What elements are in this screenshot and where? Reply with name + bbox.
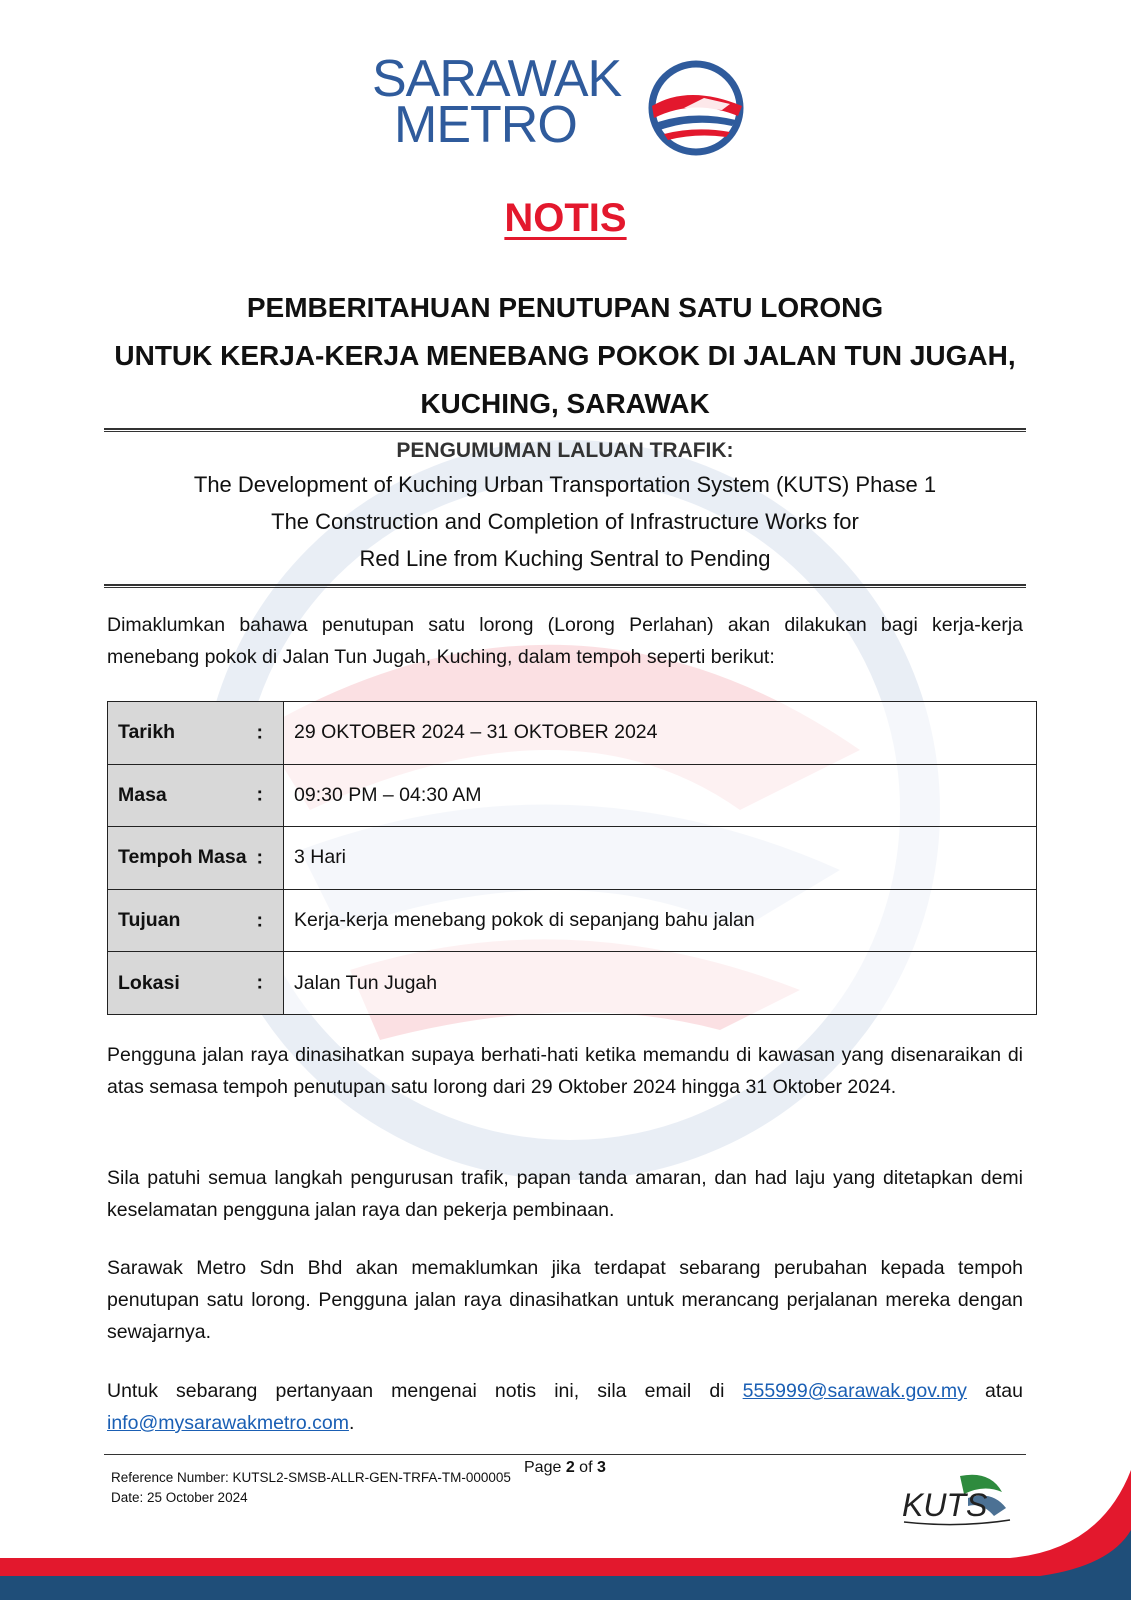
- row-value: 09:30 PM – 04:30 AM: [284, 764, 1037, 827]
- notice-heading: NOTIS: [504, 196, 627, 240]
- contact-text: Untuk sebarang pertanyaan mengenai notis ini, sila email di: [107, 1380, 743, 1402]
- row-label: Tarikh: [118, 721, 176, 744]
- divider-bottom: [104, 584, 1026, 588]
- table-row: [108, 952, 1037, 1015]
- compliance-paragraph: Sila patuhi semua langkah pengurusan trafik, papan tanda amaran, dan had laju yang ditetapkan demi keselamatan pengguna jalan raya dan pekerja pembinaan.: [107, 1167, 1023, 1221]
- kuts-logo-icon: [898, 1472, 1014, 1530]
- kuts-logo-text: KUTS: [902, 1487, 988, 1523]
- announcement-line-2: The Construction and Completion of Infrastructure Works for: [271, 509, 859, 534]
- table-row: [108, 764, 1037, 827]
- row-colon: :: [256, 971, 263, 994]
- title-line-1: PEMBERITAHUAN PENUTUPAN SATU LORONG: [246, 292, 884, 323]
- row-label: Tempoh Masa: [118, 846, 247, 869]
- logo-line-2: METRO: [394, 96, 577, 154]
- row-colon: :: [256, 846, 263, 869]
- contact-paragraph: [107, 1375, 1023, 1439]
- page-number: Page 2 of 3: [524, 1459, 606, 1476]
- traffic-announcement: [104, 436, 1026, 577]
- row-value: Jalan Tun Jugah: [284, 952, 1037, 1015]
- changes-paragraph: Sarawak Metro Sdn Bhd akan memaklumkan jika terdapat sebarang perubahan kepada tempoh penutupan satu lorong. Pengguna jalan raya dinasihatkan untuk merancang perjalanan mereka dengan sewajarnya.: [107, 1257, 1023, 1343]
- divider-top: [104, 428, 1026, 432]
- document-date: Date: 25 October 2024: [111, 1490, 248, 1505]
- title-line-3: KUCHING, SARAWAK: [420, 388, 710, 419]
- row-colon: :: [256, 721, 263, 744]
- logo-wordmark: [372, 50, 622, 154]
- announcement-line-1: The Development of Kuching Urban Transportation System (KUTS) Phase 1: [193, 472, 937, 497]
- row-label: Lokasi: [118, 971, 180, 994]
- email-link-sarawak-gov[interactable]: 555999@sarawak.gov.my: [742, 1380, 967, 1402]
- row-value: 29 OKTOBER 2024 – 31 OKTOBER 2024: [284, 702, 1037, 765]
- table-row: [108, 827, 1037, 890]
- metro-train-icon: [644, 58, 748, 158]
- announcement-heading: PENGUMUMAN LALUAN TRAFIK:: [396, 439, 734, 462]
- row-value: Kerja-kerja menebang pokok di sepanjang bahu jalan: [284, 889, 1037, 952]
- sarawak-metro-logo: [372, 50, 762, 161]
- contact-period: .: [348, 1412, 355, 1434]
- reference-number: Reference Number: KUTSL2-SMSB-ALLR-GEN-TRFA-TM-000005: [111, 1470, 511, 1485]
- intro-paragraph: Dimaklumkan bahawa penutupan satu lorong (Lorong Perlahan) akan dilakukan bagi kerja-kerja menebang pokok di Jalan Tun Jugah, Kuching, dalam tempoh seperti berikut:: [107, 614, 1023, 668]
- announcement-line-3: Red Line from Kuching Sentral to Pending: [359, 546, 771, 571]
- logo-line-1: SARAWAK: [372, 50, 622, 108]
- advisory-paragraph: Pengguna jalan raya dinasihatkan supaya berhati-hati ketika memandu di kawasan yang disenaraikan di atas semasa tempoh penutupan satu lorong dari 29 Oktober 2024 hingga 31 Oktober 2024.: [107, 1044, 1023, 1098]
- closure-details-table: [107, 701, 1037, 1015]
- row-value: 3 Hari: [284, 827, 1037, 890]
- table-row: [108, 702, 1037, 765]
- row-colon: :: [256, 783, 263, 806]
- email-link-mysarawakmetro[interactable]: info@mysarawakmetro.com: [107, 1412, 349, 1434]
- contact-or: atau: [966, 1380, 1024, 1402]
- row-colon: :: [256, 909, 263, 932]
- row-label: Masa: [118, 783, 167, 806]
- page-title: [100, 284, 1030, 428]
- table-row: [108, 889, 1037, 952]
- row-label: Tujuan: [118, 909, 181, 932]
- title-line-2: UNTUK KERJA-KERJA MENEBANG POKOK DI JALAN TUN JUGAH,: [114, 340, 1016, 371]
